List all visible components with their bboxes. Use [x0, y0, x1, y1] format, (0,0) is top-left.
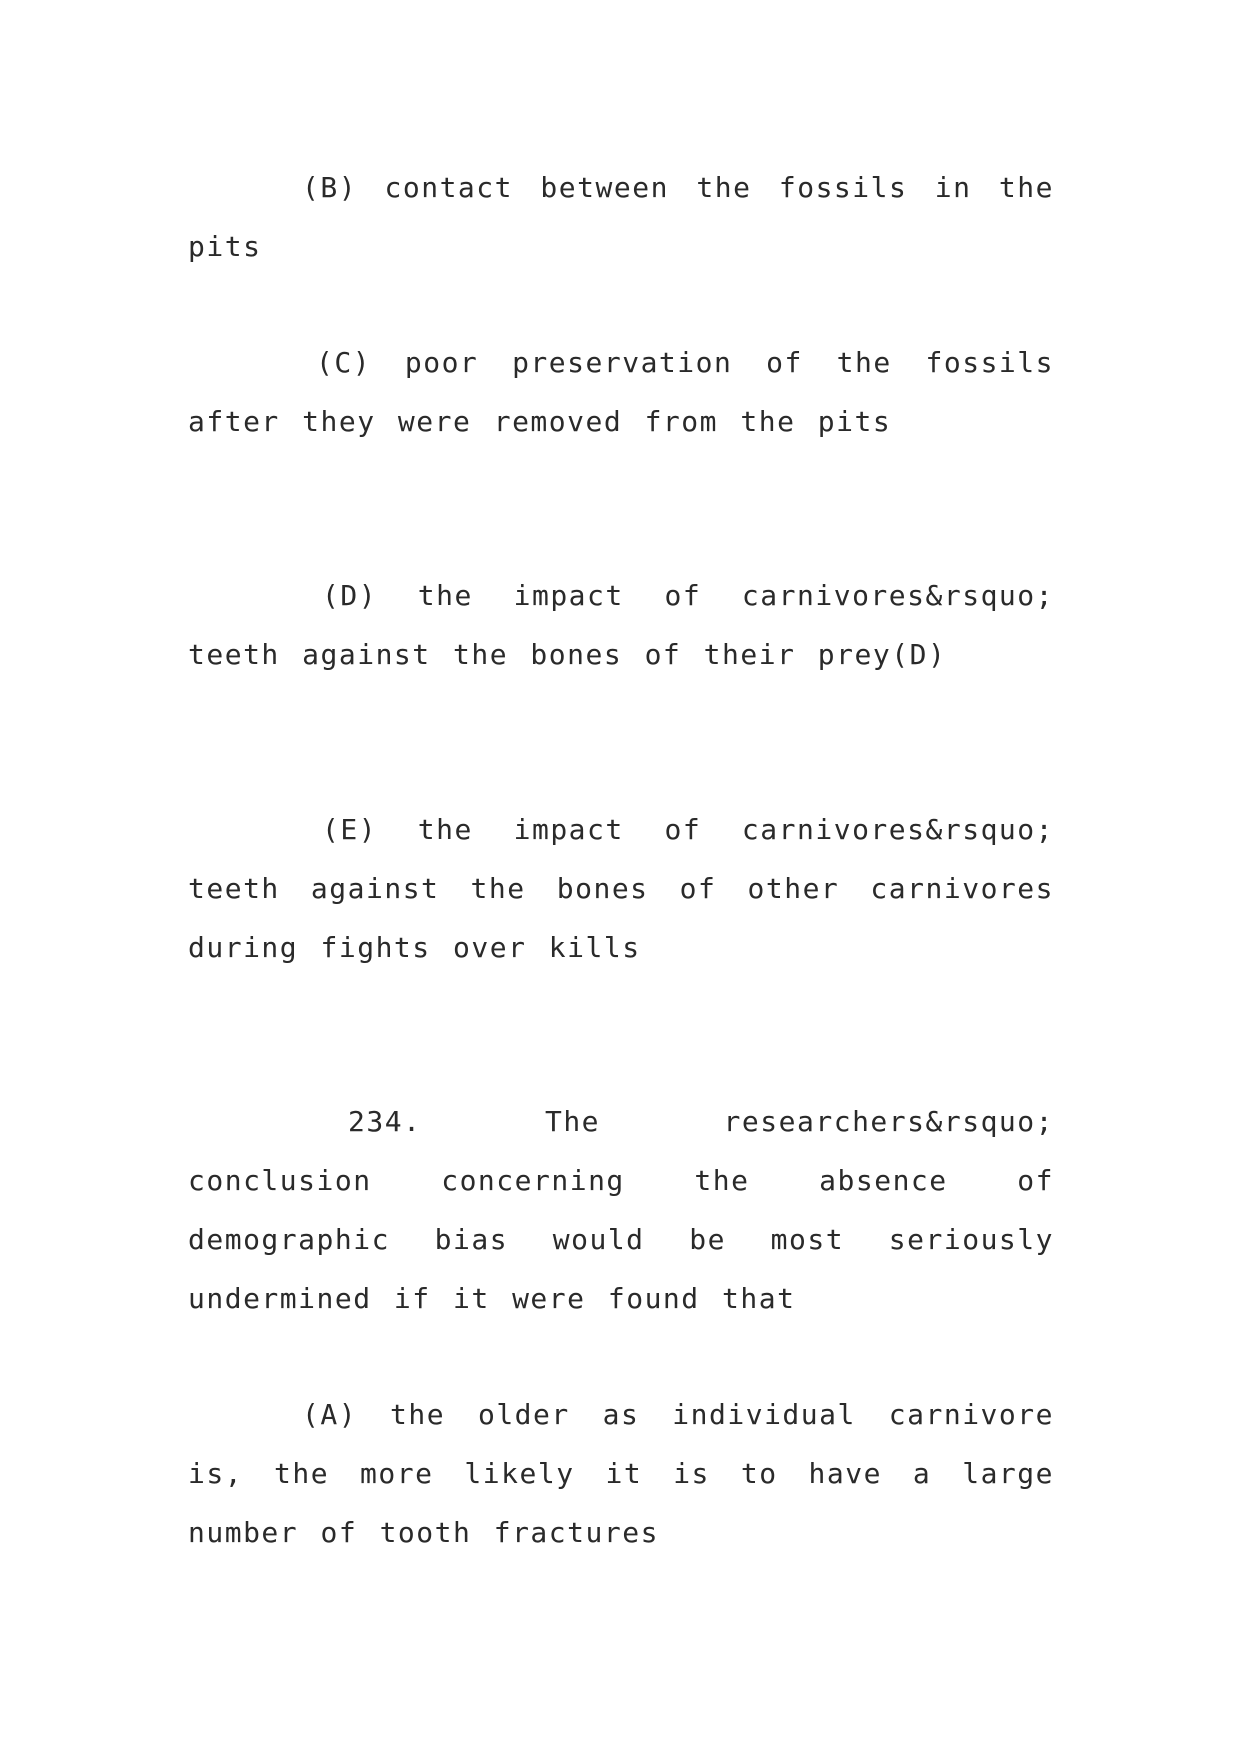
answer-option-b: (B) contact between the fossils in the pits: [188, 171, 1054, 263]
answer-option-e: (E) the impact of carnivores&rsquo; teeth against the bones of other carnivores during fights over kills: [188, 813, 1054, 964]
answer-option-a: (A) the older as individual carnivore is, the more likely it is to have a large number of tooth fractures: [188, 1398, 1054, 1549]
answer-option-c: (C) poor preservation of the fossils after they were removed from the pits: [188, 346, 1054, 438]
answer-option-d: (D) the impact of carnivores&rsquo; teeth against the bones of their prey(D): [188, 579, 1054, 671]
question-234-stem: 234. The researchers&rsquo; conclusion concerning the absence of demographic bias would be most seriously undermined if it were found that: [188, 1105, 1054, 1315]
